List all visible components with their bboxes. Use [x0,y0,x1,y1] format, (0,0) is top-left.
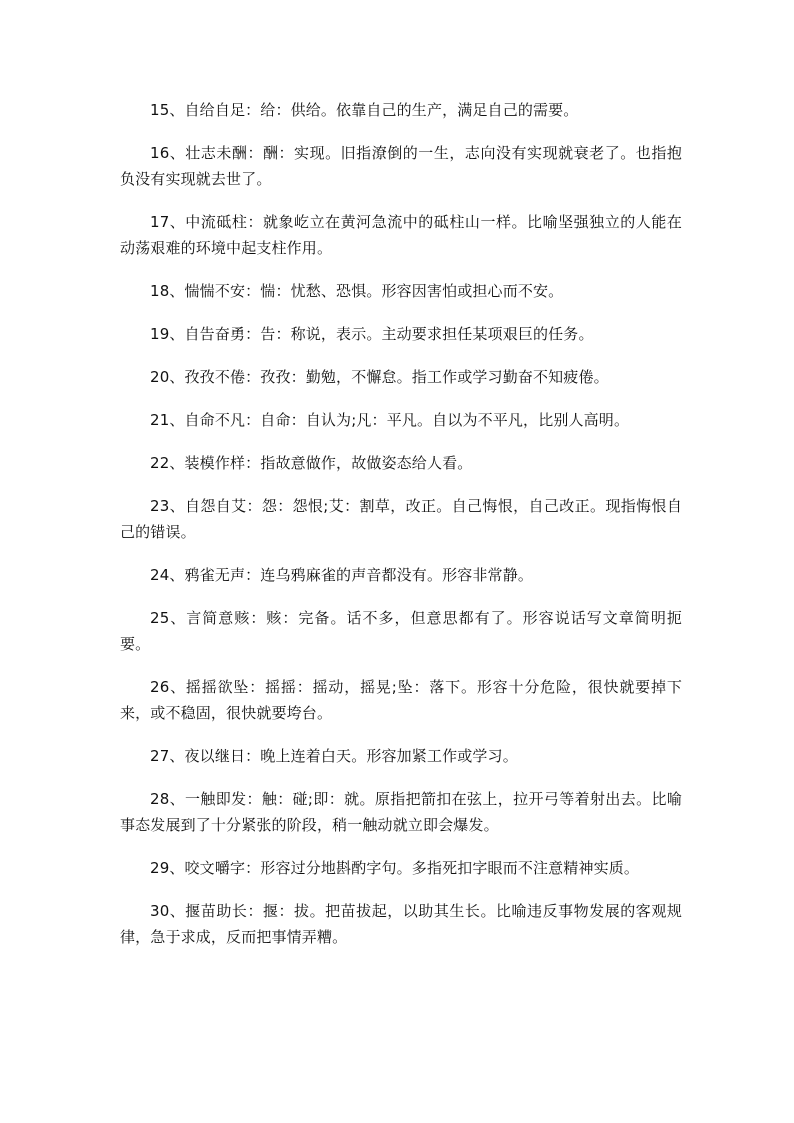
idiom-entry-27: 27、夜以继日：晚上连着白天。形容加紧工作或学习。 [150,747,518,765]
idiom-entry-23: 23、自怨自艾：怨：怨恨;艾：割草，改正。自己悔恨，自己改正。现指悔恨自己的错误。 [120,497,682,541]
idiom-entry-18: 18、惴惴不安：惴：忧愁、恐惧。形容因害怕或担心而不安。 [150,282,564,300]
idiom-entry-16: 16、壮志未酬：酬：实现。旧指潦倒的一生，志向没有实现就衰老了。也指抱负没有实现就去世了。 [120,144,682,188]
idiom-entry-25: 25、言简意赅：赅：完备。话不多，但意思都有了。形容说话写文章简明扼要。 [120,609,682,653]
idiom-entry-21: 21、自命不凡：自命：自认为;凡：平凡。自以为不平凡，比别人高明。 [150,411,630,429]
idiom-entry-15: 15、自给自足：给：供给。依靠自己的生产，满足自己的需要。 [150,101,579,119]
idiom-entry-29: 29、咬文嚼字：形容过分地斟酌字句。多指死扣字眼而不注意精神实质。 [150,859,640,877]
idiom-entry-28: 28、一触即发：触：碰;即：就。原指把箭扣在弦上，拉开弓等着射出去。比喻事态发展到了十分紧张的阶段，稍一触动就立即会爆发。 [120,790,682,834]
idiom-entry-17: 17、中流砥柱：就象屹立在黄河急流中的砥柱山一样。比喻坚强独立的人能在动荡艰难的环境中起支柱作用。 [120,213,682,257]
idiom-entry-26: 26、摇摇欲坠：摇摇：摇动，摇晃;坠：落下。形容十分危险，很快就要掉下来，或不稳固，很快就要垮台。 [120,678,682,722]
idiom-entry-20: 20、孜孜不倦：孜孜：勤勉，不懈怠。指工作或学习勤奋不知疲倦。 [150,368,609,386]
idiom-entry-30: 30、揠苗助长：揠：拔。把苗拔起，以助其生长。比喻违反事物发展的客观规律，急于求成，反而把事情弄糟。 [120,902,682,946]
idiom-entry-19: 19、自告奋勇：告：称说，表示。主动要求担任某项艰巨的任务。 [150,325,594,343]
idiom-entry-24: 24、鸦雀无声：连乌鸦麻雀的声音都没有。形容非常静。 [150,566,533,584]
idiom-entry-22: 22、装模作样：指故意做作，故做姿态给人看。 [150,454,473,472]
idiom-list [120,97,682,967]
